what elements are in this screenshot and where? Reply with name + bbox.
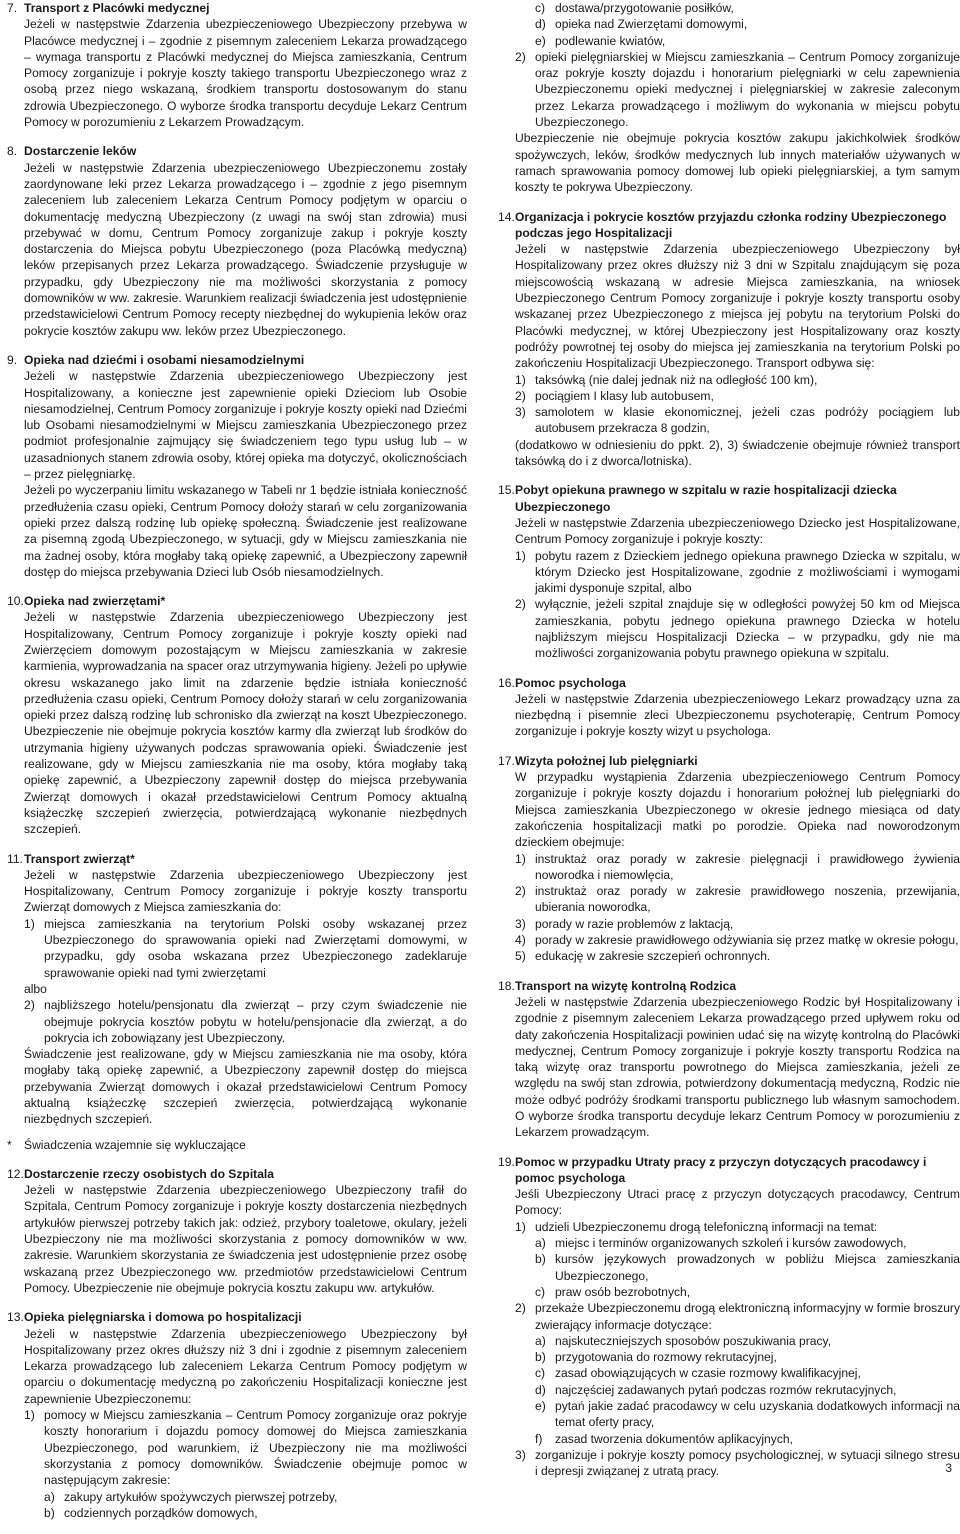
section-number: 19. — [498, 1154, 515, 1169]
list-text: zakupy artykułów spożywczych pierwszej potrzeby, — [64, 1489, 338, 1504]
list-text: opieki pielęgniarskiej w Miejscu zamieszkania – Centrum Pomocy zorganizuje oraz pokryje koszty dojazdu i honorarium pielęgniarki w celu zapewnienia Ubezpieczonemu opieki medycznej i pielęgniarskiej w zakresie zaleconym przez Lekarza prowadzącego i możliwym do wykonania w miejscu pobytu Ubezpieczonego. — [535, 49, 960, 130]
list-marker: c) — [535, 1366, 546, 1381]
lettered-list — [515, 1333, 960, 1447]
paragraph: Jeżeli w następstwie Zdarzenia ubezpieczeniowego Dziecko jest Hospitalizowane, Centrum Pomocy zorganizuje i pokryje koszty: — [515, 515, 960, 547]
section-title: Dostarczenie leków — [24, 144, 137, 159]
section-18 — [498, 978, 960, 1141]
list-item — [535, 1431, 960, 1447]
list-text: porady w razie problemów z laktacją, — [535, 916, 734, 931]
list-item — [515, 851, 960, 884]
list-marker: 5) — [515, 949, 526, 964]
section-7 — [7, 0, 467, 130]
list-item — [24, 1407, 467, 1488]
list-item — [24, 997, 467, 1046]
list-marker: b) — [535, 1252, 546, 1267]
section-number: 11. — [7, 851, 23, 866]
list-text: taksówką (nie dalej jednak niż na odległość 100 km), — [535, 372, 818, 387]
list-item — [535, 1333, 960, 1349]
list-text: pomocy w Miejscu zamieszkania – Centrum Pomocy zorganizuje oraz pokryje koszty honorarium i dojazdu pomocy domowej do Miejsca zamieszkania Ubezpieczonego, pod warunkiem, iż Ubezpieczony nie ma możliwości skorzystania z pomocy domowników. Świadczenie obejmuje pomoc w następującym zakresie: — [44, 1408, 467, 1488]
list-item — [24, 916, 467, 981]
list-item — [515, 883, 960, 916]
section-number: 8. — [7, 144, 18, 159]
list-text: wyłącznie, jeżeli szpital znajduje się w odległości powyżej 50 km od Miejsca zamieszkania, pobytu jednego opiekuna prawnego Dziecka w hotelu najbliższym miejscu Hospitalizacji Dziecka – w przypadku, gdy nie ma możliwości zorganizowania pobytu prawnego opiekuna w szpitalu. — [535, 597, 960, 661]
list-item — [515, 404, 960, 437]
list-marker: 4) — [515, 933, 526, 948]
left-column — [7, 0, 467, 1534]
list-item — [515, 1447, 960, 1480]
list-text: pobytu razem z Dzieckiem jednego opiekuna prawnego Dziecka w szpitalu, w którym Dziecko jest Hospitalizowane, zgodnie z możliwościami i wymogami jakimi dysponuje szpital, albo — [535, 548, 960, 596]
list-text: najczęściej zadawanych pytań podczas rozmów rekrutacyjnych, — [555, 1382, 897, 1397]
list-text: dostawa/przygotowanie posiłków, — [555, 1, 734, 15]
paragraph: Jeżeli w następstwie Zdarzenia ubezpieczeniowego Ubezpieczony był Hospitalizowany przez okres dłuższy niż 3 dni i zgodnie z pisemnym zaleceniem Lekarza prowadzącego lub zaleceniem Lekarza Centrum Pomocy podjętym w oparciu o dokumentację medyczną po zakończeniu Hospitalizacji konieczne jest zapewnienie Ubezpieczonemu: — [24, 1326, 467, 1406]
section-11 — [7, 851, 467, 1128]
list-text: najbliższego hotelu/pensjonatu dla zwierząt – przy czym świadczenie nie obejmuje pokrycia kosztów pobytu w hotelu/pensjonacie dla zwierząt, a do pokrycia ich zobowiązany jest Ubezpieczony. — [44, 998, 467, 1045]
section-13 — [7, 1309, 467, 1521]
list-item — [515, 388, 960, 404]
paragraph: Jeżeli w następstwie Zdarzenia ubezpieczeniowego Ubezpieczonemu zostały zaordynowane leki przez Lekarza prowadzącego i – zgodnie z jego pisemnym zaleceniem lub zaleceniem Lekarza Centrum Pomocy podjętym w oparciu o dokumentację medyczną Ubezpieczony (z uwagi na swój stan zdrowia) musi przebywać w domu, Centrum Pomocy zorganizuje zakup i pokryje koszty dostarczenia do Miejsca pobytu Ubezpieczonego (poza Placówką medyczną) leków przepisanych przez Lekarza prowadzącego. Świadczenie przysługuje w przypadku, gdy Ubezpieczony nie ma możliwości skorzystania z pomocy domowników w ww. zakresie. Warunkiem realizacji świadczenia jest udostępnienie przedstawicielowi Centrum Pomocy recepty niezbędnej do wykupienia leków oraz pokrycie kosztów zakupu ww. leków przez Ubezpieczonego. — [24, 160, 467, 338]
lettered-list — [515, 0, 960, 49]
numbered-list — [24, 916, 467, 981]
paragraph: Świadczenie jest realizowane, gdy w Miejscu zamieszkania nie ma osoby, która mogłaby taką opiekę zapewnić, a Ubezpieczony zapewnił dostęp do miejsca przebywania Zwierząt domowych i okazał przedstawicielowi Centrum Pomocy aktualną książeczkę szczepień zwierzęcia, potwierdzającą wykonanie niezbędnych szczepień. — [24, 1047, 467, 1127]
list-marker: 2) — [515, 388, 526, 403]
list-text: kursów językowych prowadzonych w pobliżu Miejsca zamieszkania Ubezpieczonego, — [555, 1252, 960, 1283]
section-number: 9. — [7, 352, 18, 367]
numbered-list — [515, 548, 960, 662]
list-text: porady w zakresie prawidłowego odżywiania się przez matkę w okresie połogu, — [535, 933, 959, 948]
list-text: edukację w zakresie szczepień ochronnych. — [535, 949, 771, 964]
section-number: 16. — [498, 675, 515, 690]
list-text: samolotem w klasie ekonomicznej, jeżeli czas podróży pociągiem lub autobusem przekracza 8 godzin, — [535, 405, 960, 436]
lettered-list — [515, 1235, 960, 1300]
list-item — [535, 16, 960, 32]
paragraph: W przypadku wystąpienia Zdarzenia ubezpieczeniowego Centrum Pomocy zorganizuje i pokryje koszty dojazdu i honorarium położnej lub pielęgniarki do Miejsca zamieszkania Ubezpieczonego w okresie jednego miesiąca od daty zakończenia hospitalizacji matki po porodzie. Opieka nad noworodzonym dzieckiem obejmuje: — [515, 770, 960, 850]
paragraph: Jeżeli w następstwie Zdarzenia ubezpieczeniowego Ubezpieczony trafił do Szpitala, Centrum Pomocy zorganizuje i pokryje koszty dostarczenia niezbędnych artykułów pierwszej potrzeby takich jak: odzież, przybory toaletowe, okulary, jeżeli Ubezpieczony nie ma możliwości skorzystania z pomocy domowników w ww. zakresie. Warunkiem skorzystania ze świadczenia jest udostępnienie przez osobę wskazaną przez Ubezpieczonego ww. przedmiotów przedstawicielowi Centrum Pomocy. Ubezpieczenie nie obejmuje pokrycia kosztu zakupu ww. artykułów. — [24, 1183, 467, 1295]
list-marker: 1) — [515, 1219, 526, 1234]
list-item — [44, 1505, 467, 1521]
section-title: Transport zwierząt* — [24, 851, 135, 866]
paragraph: Jeżeli po wyczerpaniu limitu wskazanego w Tabeli nr 1 będzie istniała konieczność przedłużenia czasu opieki, Centrum Pomocy dołoży starań w celu zorganizowania opieki przez dalszą rodzinę lub opiekę społeczną. Świadczenie jest realizowane za pisemną zgodą Ubezpieczonego, w sytuacji, gdy w Miejscu zamieszkania nie ma żadnej osoby, która mogłaby taką opiekę zapewnić, a Ubezpieczony zapewnił dostęp do miejsca przebywania Dzieci lub Osób niesamodzielnych. — [24, 483, 467, 579]
list-item — [515, 1300, 960, 1333]
section-number: 10. — [7, 594, 24, 609]
list-marker: 2) — [515, 597, 526, 612]
section-14 — [498, 209, 960, 470]
section-number: 12. — [7, 1166, 24, 1181]
list-marker: b) — [44, 1505, 55, 1520]
list-item — [515, 49, 960, 130]
list-text: udzieli Ubezpieczonemu drogą telefoniczną informacji na temat: — [535, 1219, 878, 1234]
paragraph: Jeżeli w następstwie Zdarzenia ubezpieczeniowego Lekarz prowadzący uzna za niezbędną i pisemnie zleci Ubezpieczonemu psychoterapię, Centrum Pomocy zorganizuje i pokryje koszty wizyt u psychologa. — [515, 691, 960, 739]
section-title: Dostarczenie rzeczy osobistych do Szpitala — [24, 1166, 275, 1181]
list-text: zorganizuje i pokryje koszty pomocy psychologicznej, w sytuacji silnego stresu i depresji związanej z utratą pracy. — [535, 1447, 960, 1479]
section-10 — [7, 593, 467, 837]
section-9 — [7, 352, 467, 580]
section-number: 15. — [498, 483, 515, 498]
list-marker: 1) — [515, 548, 526, 563]
list-item — [515, 932, 960, 948]
list-marker: 1) — [515, 851, 526, 866]
list-item — [535, 1365, 960, 1381]
list-marker: 3) — [515, 916, 526, 931]
list-marker: 2) — [515, 1301, 526, 1316]
list-text: zasad obowiązujących w czasie rozmowy kwalifikacyjnej, — [555, 1366, 861, 1381]
list-marker: a) — [535, 1236, 546, 1251]
list-marker: f) — [535, 1431, 543, 1446]
paragraph: Jeżeli w następstwie Zdarzenia ubezpieczeniowego Ubezpieczony jest Hospitalizowany, a konieczne jest zapewnienie opieki Dzieciom lub Osobie niesamodzielnej, Centrum Pomocy zorganizuje i pokryje koszty opieki nad Dziećmi lub Osobami niesamodzielnymi w Miejscu zamieszkania Ubezpieczonego przez podmiot profesjonalnie zajmujący się świadczeniem tego typu usług lub – w uzasadnionych stanem zdrowia osoby, której opieka ma dotyczyć, okolicznościach – przez pielęgniarkę. — [24, 369, 467, 482]
list-text: codziennych porządków domowych, — [64, 1505, 258, 1520]
list-item — [515, 596, 960, 661]
page-number: 3 — [945, 1461, 952, 1475]
paragraph: Jeżeli w następstwie Zdarzenia ubezpieczeniowego Ubezpieczony jest Hospitalizowany, Centrum Pomocy zorganizuje i pokryje koszty transportu Zwierząt domowych z Miejsca zamieszkania do: — [24, 867, 467, 915]
paragraph: Jeśli Ubezpieczony Utraci pracę z przyczyn dotyczących pracodawcy, Centrum Pomocy: — [515, 1187, 960, 1218]
list-item — [44, 1489, 467, 1505]
section-12 — [7, 1166, 467, 1296]
list-marker: c) — [535, 1284, 546, 1299]
list-text: przygotowania do rozmowy rekrutacyjnej, — [555, 1350, 777, 1365]
section-title: Pomoc w przypadku Utraty pracy z przyczyn dotyczących pracodawcy i pomoc psychologa — [515, 1154, 927, 1185]
paragraph: Jeżeli w następstwie Zdarzenia ubezpieczeniowego Ubezpieczony był Hospitalizowany przez okres dłuższy niż 3 dni w Szpitalu znajdującym się poza miejscowością wskazaną w adresie Miejsca zamieszkania, na wniosek Ubezpieczonego Centrum Pomocy zorganizuje i pokryje koszty transportu osoby wskazanej przez Ubezpieczonego z miejsca jej pobytu na terytorium Polski do Placówki medycznej, w której Ubezpieczony jest Hospitalizowany oraz koszty podróży powrotnej tej osoby do miejsca jej zamieszkania na terytorium Polski po zakończeniu Hospitalizacji Ubezpieczonego. Transport odbywa się: — [515, 242, 960, 371]
paragraph: albo — [24, 981, 47, 996]
list-text: miejsca zamieszkania na terytorium Polski osoby wskazanej przez Ubezpieczonego do sprawowania opieki nad Zwierzętami domowymi, w przypadku, gdy osoba wskazana przez Ubezpieczonego zadeklaruje sprawowanie opieki nad tymi zwierzętami — [44, 916, 467, 980]
section-number: 17. — [498, 753, 515, 768]
footnote — [7, 1137, 467, 1153]
numbered-list — [515, 851, 960, 965]
list-marker: 1) — [24, 1408, 35, 1423]
section-title: Pobyt opiekuna prawnego w szpitalu w razie hospitalizacji dziecka Ubezpieczonego — [515, 483, 897, 514]
section-title: Opieka nad zwierzętami* — [24, 594, 166, 609]
list-marker: 1) — [515, 372, 526, 387]
list-marker: b) — [535, 1350, 546, 1365]
section-title: Organizacja i pokrycie kosztów przyjazdu członka rodziny Ubezpieczonego podczas jego Hospitalizacji — [515, 209, 947, 240]
section-title: Transport na wizytę kontrolną Rodzica — [515, 978, 737, 993]
list-item — [515, 916, 960, 932]
list-text: zasad tworzenia dokumentów aplikacyjnych, — [555, 1431, 793, 1446]
list-text: podlewanie kwiatów, — [555, 33, 666, 48]
right-column — [498, 0, 960, 1493]
list-text: pytań jakie zadać pracodawcy w celu uzyskania dodatkowych informacji na temat oferty pracy, — [555, 1399, 960, 1430]
paragraph: (dodatkowo w odniesieniu do ppkt. 2), 3) świadczenie obejmuje również transport taksówką do i z dworca/lotniska). — [515, 437, 960, 469]
list-text: przekaże Ubezpieczonemu drogą elektroniczną informacyjny w formie broszury zwierający informacje dotyczące: — [535, 1301, 960, 1332]
list-text: instruktaż oraz porady w zakresie pielęgnacji i prawidłowego żywienia noworodka i niemowlęcia, — [535, 851, 960, 882]
list-text: najskuteczniejszych sposobów poszukiwania pracy, — [555, 1333, 832, 1348]
list-item — [515, 372, 960, 388]
list-marker: 2) — [515, 884, 526, 899]
section-17 — [498, 753, 960, 965]
section-number: 14. — [498, 209, 515, 224]
list-text: miejsc i terminów organizowanych szkoleń i kursów zawodowych, — [555, 1236, 907, 1251]
list-text: instruktaż oraz porady w zakresie prawidłowego noszenia, przewijania, ubierania noworodka, — [535, 884, 960, 915]
list-marker: a) — [44, 1489, 55, 1504]
paragraph: Ubezpieczenie nie obejmuje pokrycia kosztów zakupu jakichkolwiek środków spożywczych, leków, środków medycznych lub innych materiałów używanych w ramach sprawowania pomocy domowej lub opieki pielęgniarskiej, a tym samym koszty te pokrywa Ubezpieczony. — [515, 131, 960, 195]
numbered-list — [24, 997, 467, 1046]
list-marker: 2) — [515, 49, 526, 64]
lettered-list — [24, 1489, 467, 1522]
numbered-list — [24, 1407, 467, 1488]
list-marker: e) — [535, 33, 546, 48]
section-19 — [498, 1154, 960, 1480]
list-item — [535, 33, 960, 49]
list-marker: 2) — [24, 998, 35, 1013]
section-title: Opieka pielęgniarska i domowa po hospitalizacji — [24, 1310, 302, 1325]
section-15 — [498, 482, 960, 661]
section-title: Opieka nad dziećmi i osobami niesamodzielnymi — [24, 352, 305, 367]
section-13-continued — [498, 0, 960, 196]
list-marker: d) — [535, 17, 546, 32]
list-marker: 3) — [515, 1447, 526, 1462]
section-number: 13. — [7, 1310, 24, 1325]
section-title: Transport z Placówki medycznej — [24, 1, 210, 15]
list-item — [515, 548, 960, 597]
section-title: Wizyta położnej lub pielęgniarki — [515, 753, 698, 768]
paragraph: Jeżeli w następstwie Zdarzenia ubezpieczeniowego Ubezpieczony przebywa w Placówce medycznej i – zgodnie z pisemnym zaleceniem Lekarza prowadzącego – wymaga transportu z Placówki medycznej do Miejsca zamieszkania, Centrum Pomocy zorganizuje i pokryje koszty takiego transportu Ubezpieczonego wraz z osobą przez niego wskazaną, środkiem transportu dostosowanym do stanu zdrowia Ubezpieczonego. O wyborze środka transportu decyduje Lekarz Centrum Pomocy w porozumieniu z Lekarzem Prowadzącym. — [24, 17, 467, 130]
list-item — [535, 1235, 960, 1251]
list-marker: a) — [535, 1333, 546, 1348]
section-16 — [498, 675, 960, 740]
list-text: pociągiem I klasy lub autobusem, — [535, 388, 714, 403]
paragraph: Jeżeli w następstwie Zdarzenia ubezpieczeniowego Ubezpieczony jest Hospitalizowany, Centrum Pomocy zorganizuje i pokryje koszty opieki nad Zwierzęciem domowym pozostającym w Miejscu zamieszkania w zakresie karmienia, wyprowadzania na spacer oraz utrzymywania higieny. Jeżeli po upływie okresu wskazanego jako limit na zdarzenie będzie istniała konieczność przedłużenia czasu opieki, Centrum Pomocy dołoży starań w celu zorganizowania opieki przez dalszą rodzinę lub schronisko dla zwierząt na koszt Ubezpieczonego. Ubezpieczenie nie obejmuje pokrycia kosztów karmy dla zwierząt lub środków do utrzymania higieny używanych podczas sprawowania opieki. Świadczenie jest realizowane, gdy w Miejscu zamieszkania nie ma osoby, która mogłaby taką opiekę zapewnić, a Ubezpieczony zapewnił dostęp do miejsca przebywania Zwierząt domowych i okazał przedstawicielowi Centrum Pomocy aktualną książeczkę szczepień zwierzęcia, potwierdzającą wykonanie niezbędnych szczepień. — [24, 610, 467, 837]
numbered-list — [515, 49, 960, 130]
list-item — [535, 1251, 960, 1284]
section-number: 18. — [498, 978, 515, 993]
list-item — [515, 948, 960, 964]
paragraph: Jeżeli w następstwie Zdarzenia ubezpieczeniowego Rodzic był Hospitalizowany i zgodnie z pisemnym zaleceniem Lekarza prowadzącego przed upływem roku od daty zakończenia Hospitalizacji powinien udać się na wizytę kontrolną do Placówki medycznej, Centrum Pomocy zorganizuje i pokryje koszty transportu Rodzica na taką wizytę oraz transportu powrotnego do Miejsca zamieszkania, jeżeli ze względu na swój stan zdrowia, potwierdzony dokumentacją medyczną, Rodzic nie może odbyć podróży środkami transportu publicznego lub własnym samochodem. O wyborze środka transportu decyduje lekarz Centrum Pomocy w porozumieniu z Lekarzem prowadzącym. — [515, 994, 960, 1140]
section-number: 7. — [7, 1, 18, 15]
list-text: praw osób bezrobotnych, — [555, 1284, 691, 1299]
footnote-marker: * — [7, 1137, 12, 1152]
section-8 — [7, 143, 467, 339]
list-item — [535, 0, 960, 16]
list-marker: d) — [535, 1382, 546, 1397]
list-marker: e) — [535, 1399, 546, 1414]
list-item — [535, 1349, 960, 1365]
section-title: Pomoc psychologa — [515, 675, 626, 690]
list-item — [535, 1398, 960, 1431]
list-marker: 3) — [515, 405, 526, 420]
numbered-list — [515, 372, 960, 437]
list-item — [535, 1382, 960, 1398]
footnote-text: Świadczenia wzajemnie się wykluczające — [24, 1137, 246, 1152]
list-marker: c) — [535, 1, 546, 15]
list-text: opieka nad Zwierzętami domowymi, — [555, 17, 748, 32]
list-item — [535, 1284, 960, 1300]
list-marker: 1) — [24, 916, 35, 931]
list-item — [515, 1219, 960, 1235]
